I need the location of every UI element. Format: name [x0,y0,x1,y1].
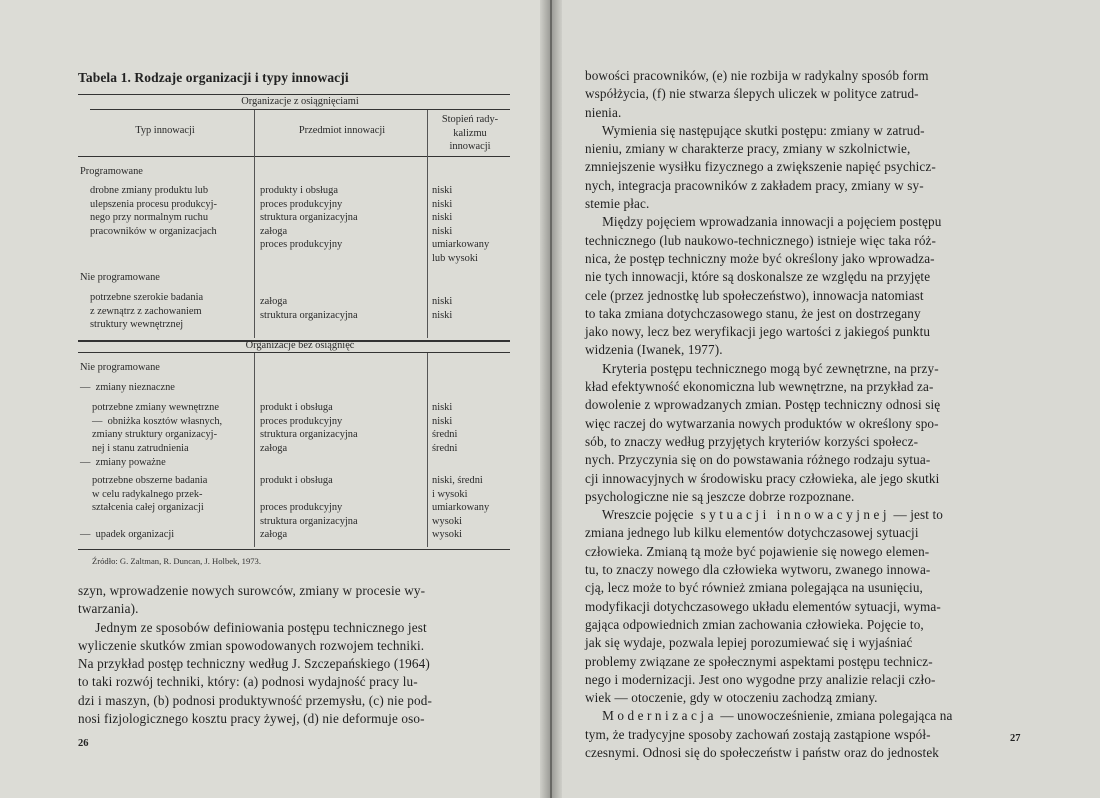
g2-block1-subject: produkt i obsługa proces produkcyjny struktura organizacyjna załoga [260,402,358,454]
g2-block2-degree: niski, średni i wysoki umiarkowany wysoki [432,475,490,527]
decline-degree: wysoki [432,529,463,540]
group2-header: Organizacje bez osiągnięć [245,340,355,351]
page-number-right: 27 [1010,733,1021,744]
left-page [0,0,548,798]
g1-block1-degree: niski niski niski niski umiarkowany lub wysoki [432,185,490,264]
group1-header-rule [90,109,510,110]
table-source-note: Źródło: G. Zaltman, R. Duncan, J. Holbek, 1973. [92,556,261,566]
right-page [552,0,1100,798]
g1-block1-type: drobne zmiany produktu lub ulepszenia procesu produkcyj- nego przy normalnym ruchu pracowników w organizacjach [90,185,217,237]
major-changes-label: — zmiany poważne [80,457,166,468]
col-separator [254,353,255,547]
book-spine [540,0,562,798]
col-separator [427,110,428,338]
g1-block2-type: potrzebne szerokie badania z zewnątrz z zachowaniem struktury wewnętrznej [90,292,204,331]
g2-block2-subject: produkt i obsługa proces produkcyjny struktura organizacyjna [260,475,358,527]
col-header-subject: Przedmiot innowacji [298,125,386,136]
table-bottom-rule [78,549,510,550]
g2-block2-type: potrzebne obszerne badania w celu radykalnego przek- ształcenia całej organizacji [92,475,208,514]
programmed-label: Programowane [80,166,143,177]
group1-header: Organizacje z osiągnięciami [241,96,359,107]
g2-block1-type: potrzebne zmiany wewnętrzne — obniżka kosztów własnych, zmiany struktury organizacyj- nej i stanu zatrudnienia [92,402,223,454]
g2-block1-degree: niski niski średni średni [432,402,458,454]
decline-label: — upadek organizacji [80,529,175,540]
col-header-degree: Stopień rady- kalizmu innowacji [441,114,499,153]
g1-block2-degree: niski niski [432,296,453,321]
nonprogrammed-label: Nie programowane [80,272,160,283]
col-header-type: Typ innowacji [135,125,195,136]
g2-nonprogrammed-label: Nie programowane [80,362,160,373]
col-separator [254,110,255,338]
g1-block1-subject: produkty i obsługa proces produkcyjny struktura organizacyjna załoga proces produkcyjny [260,185,358,251]
header-bottom-rule [78,156,510,157]
left-body-text: szyn, wprowadzenie nowych surowców, zmiany w procesie wy- twarzania). Jednym ze sposobów definiowania postępu technicznego jest wyliczenie skutków zmian spowodowanych rozwojem techniki. Na przykład postęp techniczny według J. Szczepańskiego (1964) to taki rozwój techniki, który: (a) podnosi wydajność pracy lu- dzi i maszyn, (b) podnosi produktywność przemysłu, (c) nie pod- nosi fizjologicznego kosztu pracy żywej, (d) nie deformuje oso- [78,583,433,727]
table-title: Tabela 1. Rodzaje organizacji i typy innowacji [78,70,349,85]
right-body-text: bowości pracowników, (e) nie rozbija w radykalny sposób form współżycia, (f) nie stwarza ślepych uliczek w polityce zatrud- nienia. Wymienia się następujące skutki postępu: zmiany w zatrud- nieniu, zmiany w charakterze pracy, zmiany w szkolnictwie, zmniejszenie wysiłku fizycznego a zwiększenie napięć psychicz- nych, integracja pracowników z zakładem pracy, zmiany w sy- stemie płac. Między pojęciem wprowadzania innowacji a pojęciem postępu technicznego (lub naukowo-technicznego) istnieje więc taka róż- nica, że postęp techniczny może być określony jako wprowadza- nie tych innowacji, które są doskonalsze ze względu na przyjęte cele (przez jednostkę lub społeczeństwo), innowacja natomiast to taka zmiana dotychczasowego stanu, że jest on dostrzegany jako nowy, lecz bez weryfikacji jego wartości z jakiegoś punktu widzenia (Iwanek, 1977). Kryteria postępu technicznego mogą być zewnętrzne, na przy- kład efektywność ekonomiczna lub wewnętrzne, na przykład za- dowolenie z wprowadzanych zmian. Postęp techniczny odnosi się więc raczej do wytwarzania nowych produktów w określony spo- sób, to znaczy według przyjętych kryteriów korzyści społecz- nych. Przyczynia się on do powstawania różnego rodzaju sytua- cji innowacyjnych w środowisku pracy człowieka, ale jego skutki psychologiczne nie są jeszcze dobrze rozpoznane. Wreszcie pojęcie s y t u a c j i i n n o w a c y j n e j — jest to zmiana jednego lub kilku elementów dotychczasowej sytuacji człowieka. Zmianą tą może być pojawienie się nowego elemen- tu, to znaczy nowego dla człowieka wytworu, zwanego innowa- cją, lecz może to być również zmiana polegająca na usunięciu, modyfikacji dotychczasowego układu elementów sytuacji, wyma- gająca odpowiednich zmian zachowania człowieka. Pojęcie to, jak się wydaje, pozwala lepiej porozumiewać się i wyjaśniać problemy związane ze społecznymi aspektami postępu technicz- nego i modernizacji. Jest ono wygodne przy analizie relacji czło- wiek — otoczenie, gdy w otoczeniu zachodzą zmiany. M o d e r n i z a c j a — unowocześnienie, zmiana polegająca na tym, że tradycyjne sposoby zachowań zostają zastąpione współ- czesnymi. Odnosi się do społeczeństw i państw oraz do jednostek [585,68,953,760]
page-number-left: 26 [78,738,89,749]
col-separator [427,353,428,547]
minor-changes-label: — zmiany nieznaczne [80,382,175,393]
g1-block2-subject: załoga struktura organizacyjna [260,296,358,321]
decline-subject: załoga [260,529,288,540]
